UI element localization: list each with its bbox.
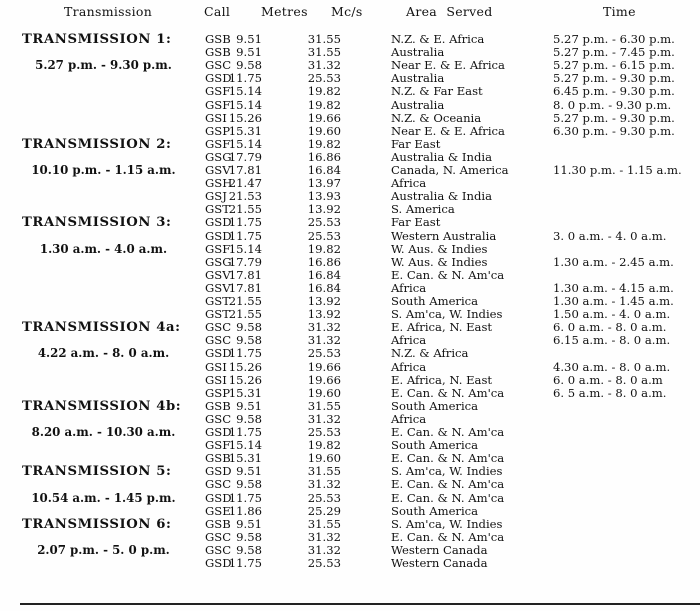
cell-call: GSB	[205, 517, 231, 531]
cell-mcs: 31.32	[307, 543, 341, 557]
cell-mcs: 19.66	[307, 111, 341, 125]
cell-mcs: 19.82	[307, 98, 341, 112]
cell-area: E. Can. & N. Am'ca	[391, 268, 505, 282]
cell-metres: 15.26	[228, 373, 262, 387]
cell-metres: 11.75	[228, 556, 262, 570]
cell-area: Western Canada	[391, 556, 488, 570]
cell-metres: 21.55	[228, 307, 262, 321]
cell-metres: 11.75	[228, 229, 262, 243]
cell-mcs: 13.92	[307, 202, 341, 216]
cell-mcs: 31.32	[307, 58, 341, 72]
cell-time: 6. 0 a.m. - 8. 0 a.m.	[553, 320, 667, 334]
header-area-served: Area Served	[406, 4, 493, 19]
cell-area: E. Can. & N. Am'ca	[391, 477, 505, 491]
cell-time: 5.27 p.m. - 6.30 p.m.	[553, 32, 675, 46]
cell-metres: 15.26	[228, 111, 262, 125]
cell-call: GSD	[205, 71, 232, 85]
cell-area: E. Can. & N. Am'ca	[391, 530, 505, 544]
cell-call: GSG	[205, 150, 232, 164]
cell-metres: 15.14	[228, 438, 262, 452]
cell-area: Africa	[391, 412, 427, 426]
cell-mcs: 31.55	[307, 399, 341, 413]
cell-area: N.Z. & E. Africa	[391, 32, 485, 46]
cell-call: GSB	[205, 399, 231, 413]
cell-call: GSF	[205, 84, 231, 98]
cell-mcs: 19.66	[307, 373, 341, 387]
cell-metres: 9.51	[236, 45, 262, 59]
cell-call: GSI	[205, 373, 227, 387]
cell-metres: 11.86	[228, 504, 262, 518]
cell-area: Western Canada	[391, 543, 488, 557]
cell-area: Canada, N. America	[391, 163, 509, 177]
cell-metres: 9.58	[236, 530, 262, 544]
cell-area: Africa	[391, 176, 427, 190]
cell-metres: 9.58	[236, 320, 262, 334]
cell-mcs: 13.92	[307, 307, 341, 321]
cell-area: Australia	[391, 71, 445, 85]
cell-time: 4.30 a.m. - 8. 0 a.m.	[553, 360, 671, 374]
table-row	[0, 439, 700, 452]
cell-call: GSC	[205, 58, 232, 72]
cell-time: 1.30 a.m. - 2.45 a.m.	[553, 255, 674, 269]
cell-time: 1.30 a.m. - 1.45 a.m.	[553, 294, 674, 308]
cell-call: GST	[205, 202, 230, 216]
cell-metres: 15.14	[228, 98, 262, 112]
cell-area: Australia	[391, 98, 445, 112]
cell-mcs: 19.82	[307, 438, 341, 452]
cell-area: E. Can. & N. Am'ca	[391, 491, 505, 505]
cell-mcs: 31.32	[307, 320, 341, 334]
table-row	[0, 557, 700, 570]
cell-call: GST	[205, 307, 230, 321]
table-row	[0, 478, 700, 491]
cell-mcs: 25.53	[307, 71, 341, 85]
cell-mcs: 19.66	[307, 360, 341, 374]
cell-mcs: 31.55	[307, 32, 341, 46]
cell-mcs: 31.55	[307, 45, 341, 59]
cell-area: W. Aus. & Indies	[391, 242, 488, 256]
cell-metres: 9.58	[236, 412, 262, 426]
table-row	[0, 177, 700, 190]
cell-metres: 15.31	[228, 386, 262, 400]
cell-area: S. Am'ca, W. Indies	[391, 464, 503, 478]
cell-call: GSE	[205, 504, 231, 518]
cell-metres: 15.14	[228, 137, 262, 151]
cell-area: Far East	[391, 215, 441, 229]
cell-metres: 15.14	[228, 84, 262, 98]
cell-metres: 21.47	[228, 176, 262, 190]
transmission-period: 2.07 p.m. - 5. 0 p.m.	[37, 543, 170, 557]
cell-metres: 17.81	[228, 268, 262, 282]
cell-time: 6. 5 a.m. - 8. 0 a.m.	[553, 386, 667, 400]
cell-mcs: 19.82	[307, 242, 341, 256]
cell-area: Australia	[391, 45, 445, 59]
cell-area: N.Z. & Far East	[391, 84, 483, 98]
cell-metres: 9.58	[236, 58, 262, 72]
cell-metres: 11.75	[228, 425, 262, 439]
cell-call: GSB	[205, 451, 231, 465]
cell-area: N.Z. & Oceania	[391, 111, 482, 125]
cell-metres: 9.51	[236, 464, 262, 478]
cell-area: South America	[391, 399, 479, 413]
cell-time: 6.45 p.m. - 9.30 p.m.	[553, 84, 675, 98]
cell-metres: 15.31	[228, 451, 262, 465]
cell-call: GSC	[205, 412, 232, 426]
cell-area: Africa	[391, 333, 427, 347]
cell-metres: 9.51	[236, 517, 262, 531]
cell-mcs: 16.86	[307, 150, 341, 164]
transmission-period: 1.30 a.m. - 4.0 a.m.	[39, 242, 168, 256]
cell-area: Far East	[391, 137, 441, 151]
table-row	[0, 256, 700, 269]
cell-call: GSD	[205, 346, 232, 360]
cell-metres: 21.53	[228, 189, 262, 203]
cell-area: Australia & India	[391, 150, 493, 164]
cell-time: 5.27 p.m. - 9.30 p.m.	[553, 111, 675, 125]
cell-mcs: 19.60	[307, 386, 341, 400]
cell-mcs: 13.93	[307, 189, 341, 203]
cell-mcs: 13.97	[307, 176, 341, 190]
cell-area: E. Africa, N. East	[391, 320, 493, 334]
cell-time: 8. 0 p.m. - 9.30 p.m.	[553, 98, 672, 112]
cell-mcs: 25.53	[307, 346, 341, 360]
transmission-title: TRANSMISSION 5:	[22, 464, 172, 479]
cell-mcs: 25.29	[307, 504, 341, 518]
transmission-title: TRANSMISSION 4b:	[22, 399, 182, 414]
cell-area: Near E. & E. Africa	[391, 58, 505, 72]
cell-call: GSI	[205, 111, 227, 125]
cell-call: GST	[205, 294, 230, 308]
cell-area: E. Can. & N. Am'ca	[391, 425, 505, 439]
cell-metres: 15.14	[228, 242, 262, 256]
cell-area: W. Aus. & Indies	[391, 255, 488, 269]
transmission-period: 5.27 p.m. - 9.30 p.m.	[35, 58, 172, 72]
transmission-title: TRANSMISSION 3:	[22, 215, 172, 230]
cell-metres: 21.55	[228, 202, 262, 216]
cell-area: South America	[391, 294, 479, 308]
cell-time: 5.27 p.m. - 7.45 p.m.	[553, 45, 675, 59]
cell-metres: 11.75	[228, 491, 262, 505]
table-row	[0, 85, 700, 98]
cell-metres: 15.26	[228, 360, 262, 374]
table-row	[0, 190, 700, 203]
cell-time: 1.50 a.m. - 4. 0 a.m.	[553, 307, 671, 321]
cell-call: GSC	[205, 543, 232, 557]
header-transmission: Transmission	[64, 4, 153, 19]
cell-metres: 9.58	[236, 543, 262, 557]
cell-time: 6.15 a.m. - 8. 0 a.m.	[553, 333, 671, 347]
cell-call: GSP	[205, 386, 231, 400]
cell-metres: 11.75	[228, 346, 262, 360]
cell-area: E. Can. & N. Am'ca	[391, 451, 505, 465]
cell-call: GSF	[205, 98, 231, 112]
cell-metres: 9.58	[236, 477, 262, 491]
cell-mcs: 25.53	[307, 215, 341, 229]
cell-mcs: 19.82	[307, 84, 341, 98]
cell-call: GSD	[205, 491, 232, 505]
cell-time: 3. 0 a.m. - 4. 0 a.m.	[553, 229, 667, 243]
cell-mcs: 19.60	[307, 451, 341, 465]
transmission-period: 4.22 a.m. - 8. 0 a.m.	[37, 346, 170, 360]
cell-call: GSH	[205, 176, 233, 190]
cell-call: GSP	[205, 124, 231, 138]
cell-area: S. America	[391, 202, 455, 216]
cell-call: GSC	[205, 333, 232, 347]
cell-area: N.Z. & Africa	[391, 346, 469, 360]
cell-metres: 17.79	[228, 255, 262, 269]
cell-call: GSV	[205, 281, 231, 295]
cell-time: 5.27 p.m. - 6.15 p.m.	[553, 58, 675, 72]
bottom-rule	[20, 603, 700, 605]
cell-mcs: 31.32	[307, 477, 341, 491]
header-call: Call	[204, 4, 231, 19]
transmission-title: TRANSMISSION 2:	[22, 137, 172, 152]
cell-area: South America	[391, 438, 479, 452]
cell-mcs: 25.53	[307, 425, 341, 439]
cell-area: E. Can. & N. Am'ca	[391, 386, 505, 400]
cell-area: S. Am'ca, W. Indies	[391, 517, 503, 531]
cell-area: E. Africa, N. East	[391, 373, 493, 387]
cell-time: 5.27 p.m. - 9.30 p.m.	[553, 71, 675, 85]
cell-call: GSV	[205, 268, 231, 282]
cell-mcs: 31.55	[307, 464, 341, 478]
cell-call: GSB	[205, 32, 231, 46]
cell-metres: 17.81	[228, 281, 262, 295]
transmission-title: TRANSMISSION 4a:	[22, 320, 181, 335]
transmission-period: 10.54 a.m. - 1.45 p.m.	[31, 491, 176, 505]
cell-call: GSD	[205, 556, 232, 570]
cell-call: GSJ	[205, 189, 227, 203]
cell-metres: 11.75	[228, 215, 262, 229]
cell-call: GSV	[205, 163, 231, 177]
cell-mcs: 16.84	[307, 163, 341, 177]
header-metres: Metres	[261, 4, 308, 19]
cell-call: GSD	[205, 215, 232, 229]
cell-area: South America	[391, 504, 479, 518]
cell-area: S. Am'ca, W. Indies	[391, 307, 503, 321]
header-mcs: Mc/s	[331, 4, 363, 19]
cell-call: GSF	[205, 242, 231, 256]
cell-metres: 9.51	[236, 32, 262, 46]
cell-mcs: 19.82	[307, 137, 341, 151]
cell-call: GSD	[205, 464, 232, 478]
transmission-period: 10.10 p.m. - 1.15 a.m.	[31, 163, 176, 177]
cell-time: 6. 0 a.m. - 8. 0 a.m	[553, 373, 663, 387]
cell-mcs: 31.32	[307, 530, 341, 544]
cell-area: Africa	[391, 360, 427, 374]
cell-area: Western Australia	[391, 229, 497, 243]
cell-mcs: 16.84	[307, 281, 341, 295]
cell-call: GSD	[205, 425, 232, 439]
cell-mcs: 31.32	[307, 412, 341, 426]
cell-metres: 21.55	[228, 294, 262, 308]
cell-mcs: 19.60	[307, 124, 341, 138]
cell-metres: 9.51	[236, 399, 262, 413]
cell-metres: 11.75	[228, 71, 262, 85]
cell-mcs: 31.55	[307, 517, 341, 531]
cell-call: GSC	[205, 320, 232, 334]
cell-call: GSF	[205, 438, 231, 452]
cell-area: Near E. & E. Africa	[391, 124, 505, 138]
cell-call: GSI	[205, 360, 227, 374]
cell-mcs: 16.86	[307, 255, 341, 269]
cell-call: GSG	[205, 255, 232, 269]
cell-call: GSC	[205, 530, 232, 544]
cell-mcs: 25.53	[307, 556, 341, 570]
cell-area: Africa	[391, 281, 427, 295]
cell-call: GSB	[205, 45, 231, 59]
cell-mcs: 25.53	[307, 229, 341, 243]
cell-mcs: 31.32	[307, 333, 341, 347]
cell-mcs: 25.53	[307, 491, 341, 505]
cell-mcs: 16.84	[307, 268, 341, 282]
cell-metres: 17.81	[228, 163, 262, 177]
cell-call: GSF	[205, 137, 231, 151]
cell-metres: 15.31	[228, 124, 262, 138]
cell-metres: 17.79	[228, 150, 262, 164]
cell-time: 1.30 a.m. - 4.15 a.m.	[553, 281, 674, 295]
cell-time: 11.30 p.m. - 1.15 a.m.	[553, 163, 682, 177]
cell-metres: 9.58	[236, 333, 262, 347]
cell-call: GSC	[205, 477, 232, 491]
transmission-title: TRANSMISSION 6:	[22, 517, 172, 532]
cell-call: GSD	[205, 229, 232, 243]
transmission-period: 8.20 a.m. - 10.30 a.m.	[31, 425, 176, 439]
header-time: Time	[603, 4, 636, 19]
cell-mcs: 13.92	[307, 294, 341, 308]
cell-area: Australia & India	[391, 189, 493, 203]
transmission-title: TRANSMISSION 1:	[22, 32, 172, 47]
cell-time: 6.30 p.m. - 9.30 p.m.	[553, 124, 675, 138]
